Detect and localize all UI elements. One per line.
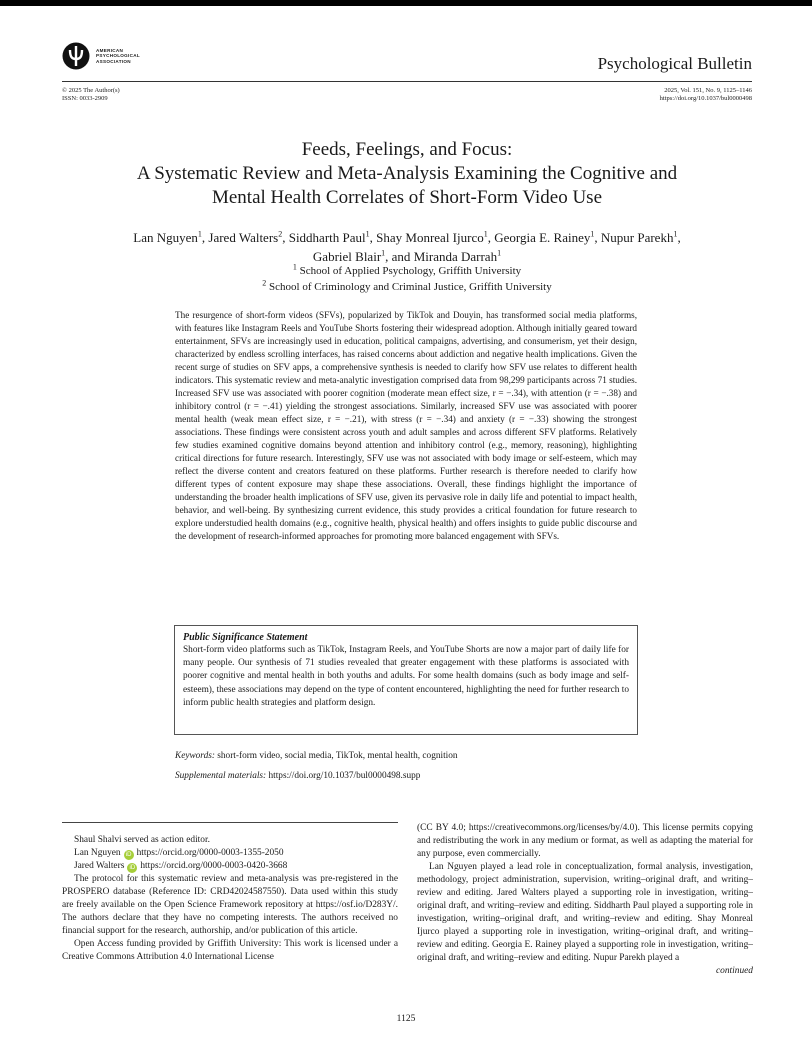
copyright: © 2025 The Author(s) [62, 87, 120, 94]
publisher-line: PSYCHOLOGICAL [96, 53, 140, 59]
public-significance-title: Public Significance Statement [183, 632, 308, 643]
orcid-link[interactable]: https://orcid.org/0000-0003-1355-2050 [136, 848, 284, 858]
contributions-note: Lan Nguyen played a lead role in conceptualization, formal analysis, investigation, methodology, project administration, supervision, writing–original draft, and writing–review and editing. Jared Walters played a supporting role in investigation, writing–original draft, and writing–review and editing. Siddharth Paul played a supporting role in investigation, writing–original draft, and writing–review and editing. Shay Monreal Ijurco played a supporting role in investigation, writing–original draft, and writing–review and editing. Georgia E. Rainey played a supporting role in investigation, writing–original draft, and writing–review and editing. Nupur Parekh played a [417, 862, 753, 963]
author: Nupur Parekh$^1$, [600, 229, 681, 245]
public-significance-box [174, 625, 638, 735]
title-line: A Systematic Review and Meta-Analysis Examining the Cognitive and [136, 163, 678, 184]
orcid-entry: Lan Nguyen iD https://orcid.org/0000-0003-1355-2050 [74, 848, 284, 858]
open-access-note: Open Access funding provided by Griffith University: This work is licensed under a Creative Commons Attribution 4.0 International License [62, 939, 398, 962]
volume-info: 2025, Vol. 151, No. 9, 1125–1146 [664, 87, 752, 94]
title-line: Mental Health Correlates of Short-Form Video Use [211, 187, 603, 208]
apa-logo [62, 42, 140, 70]
publisher-line: ASSOCIATION [96, 58, 131, 64]
keywords [175, 750, 458, 763]
orcid-link[interactable]: https://orcid.org/0000-0003-0420-3668 [140, 861, 288, 871]
issn: ISSN: 0033-2909 [62, 95, 108, 102]
author: Siddharth Paul$^1$, [288, 229, 377, 245]
orcid-icon: iD [124, 850, 134, 860]
affiliation: $^2$ School of Criminology and Criminal Justice, Griffith University [262, 278, 552, 293]
footnote-left-column [62, 834, 398, 964]
copyright-block [62, 87, 120, 103]
action-editor: Shaul Shalvi served as action editor. [74, 835, 210, 845]
license-note: (CC BY 4.0; https://creativecommons.org/licenses/by/4.0). This license permits copying and redistributing the work in any medium or format, as well as adapting the material for any purpose, even commercially. [417, 823, 753, 859]
supplemental-materials [175, 770, 420, 783]
author: Georgia E. Rainey$^1$, [494, 229, 601, 245]
affiliations [62, 263, 752, 295]
author-list [62, 228, 752, 266]
keywords-label: Keywords: [175, 751, 215, 761]
header-rule [62, 81, 752, 82]
article-title [62, 138, 752, 210]
footnote-rule [62, 822, 398, 823]
public-significance-body: Short-form video platforms such as TikTok, Instagram Reels, and YouTube Shorts are now a major part of daily life for many people. Our synthesis of 71 studies revealed that greater engagement with these platforms is associated with poorer cognitive and mental health in both youths and adults. For some health domains (such as body image and self-esteem), these associations may depend on the type of content encountered, highlighting the need for further research to inform public health strategies and platform design. [183, 645, 629, 708]
title-line: Feeds, Feelings, and Focus: [301, 139, 513, 160]
continued-label: continued [716, 966, 753, 976]
keywords-text: short-form video, social media, TikTok, mental health, cognition [217, 751, 458, 761]
publisher-line: AMERICAN [96, 47, 124, 53]
orcid-entry: Jared Walters iD https://orcid.org/0000-0003-0420-3668 [74, 861, 288, 871]
author: Miranda Darrah$^1$ [413, 248, 502, 264]
citation-block [660, 87, 752, 103]
publisher-name [96, 48, 140, 64]
supplemental-label: Supplemental materials: [175, 771, 267, 781]
abstract: The resurgence of short-form videos (SFVs), popularized by TikTok and Douyin, has transformed social media platforms, with features like Instagram Reels and YouTube Shorts fostering their widespread adoption. Although initially geared toward entertainment, SFVs are increasingly used in education, political campaigns, advertising, and consumerism, yet their design, characterized by endless scrolling interfaces, has raised concerns about addiction and negative health implications. Given the recent surge of studies on SFV apps, a comprehensive synthesis is needed to clarify how SFV use relates to different health indicators. This systematic review and meta-analytic investigation comprised data from 98,299 participants across 71 studies. Increased SFV use was associated with poorer cognition (moderate mean effect size, r = −.34), with attention (r = −.38) and inhibitory control (r = −.41) yielding the strongest associations. Similarly, increased SFV use was associated with poorer mental health (weak mean effect size, r = −.21), with stress (r = −.34) and anxiety (r = −.33) showing the strongest associations. These findings were consistent across youth and adult samples and across different SFV platforms. Relatively few studies examined cognitive domains beyond attention and inhibitory control (e.g., memory, reasoning), highlighting critical directions for future research. Interestingly, SFV use was not associated with body image or self-esteem, which may reflect the diverse content and creators featured on these platforms. Further research is therefore needed to clarify how different types of content exposure may shape these associations. Overall, these findings highlight the importance of understanding the broader health implications of SFV use, given its pervasive role in daily life and potential to impact health, behavior, and well-being. By synthesizing current evidence, this study provides a critical foundation for future research to explore understudied health domains (e.g., cognitive health, physical health) and offers insights to guide public discourse and the development of research-informed approaches for promoting more balanced engagement with SFVs. [175, 310, 637, 541]
orcid-icon: iD [127, 863, 137, 873]
affiliation: $^1$ School of Applied Psychology, Griffith University [292, 262, 522, 277]
journal-name: Psychological Bulletin [597, 54, 752, 73]
page-number: 1125 [396, 1014, 416, 1024]
author: Shay Monreal Ijurco$^1$, [376, 229, 495, 245]
apa-psi-logo-icon [62, 42, 90, 70]
author: Lan Nguyen$^1$, [133, 229, 209, 245]
footnote-right-column [417, 822, 753, 978]
supplemental-link[interactable]: https://doi.org/10.1037/bul0000498.supp [268, 771, 421, 781]
top-edge-bar [0, 0, 812, 6]
author: Gabriel Blair$^1$, and [312, 248, 414, 264]
doi-link[interactable]: https://doi.org/10.1037/bul0000498 [659, 95, 752, 102]
author: Jared Walters$^2$, [208, 229, 289, 245]
preregistration-note: The protocol for this systematic review and meta-analysis was pre-registered in the PROSPERO database (Reference ID: CRD42024587550). Data used within this study are freely available on the Open Science Framework repository at https://osf.io/D283Y/. The authors declare that they have no competing interests. The authors received no financial support for the research, authorship, and/or publication of this article. [62, 874, 398, 936]
